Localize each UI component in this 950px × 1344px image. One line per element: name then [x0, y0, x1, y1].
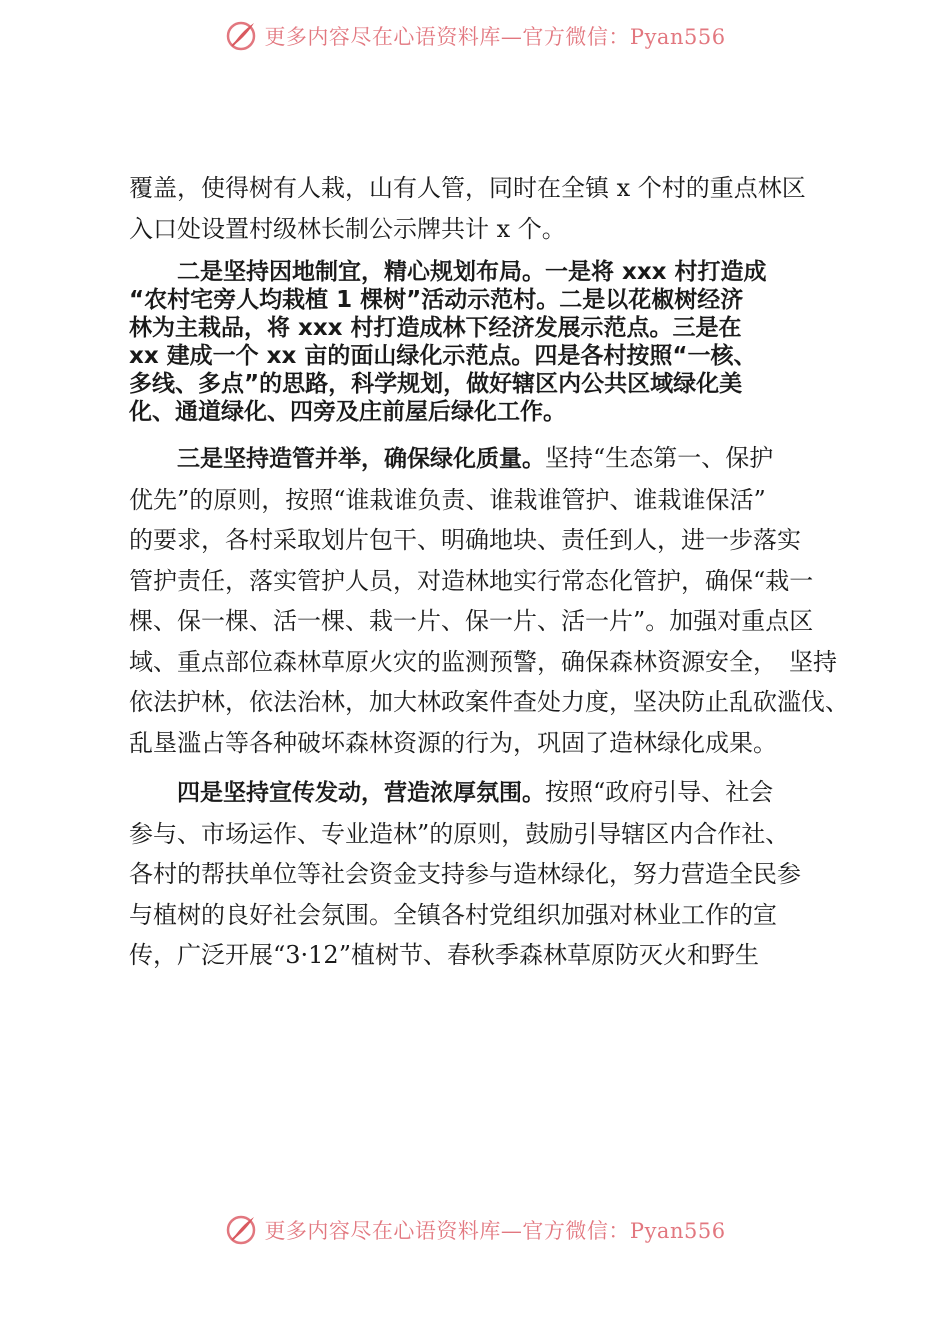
text-line: 乱垦滥占等各种破坏森林资源的行为，巩固了造林绿化成果。: [129, 728, 777, 757]
text-line: [129, 438, 864, 480]
document-body: [129, 168, 864, 985]
quill-logo-icon: [224, 1213, 258, 1247]
text-line: 依法护林，依法治林，加大林政案件查处力度，坚决防止乱砍滥伐、: [129, 688, 849, 716]
text-line: 棵、保一棵、活一棵、栽一片、保一片、活一片”。加强对重点区: [129, 607, 814, 635]
text-line: 覆盖，使得树有人栽，山有人管，同时在全镇 x 个村的重点林区: [129, 174, 806, 202]
text-line: 二是坚持因地制宜，精心规划布局。一是将 xxx 村打造成: [177, 259, 767, 285]
text-line: 化、通道绿化、四旁及庄前屋后绿化工作。: [129, 399, 566, 425]
paragraph-lead: 四是坚持宣传发动，营造浓厚氛围。: [177, 780, 545, 806]
footer-watermark: [0, 1208, 950, 1252]
text-line: 与植树的良好社会氛围。全镇各村党组织加强对林业工作的宣: [129, 900, 777, 929]
text-line: 传，广泛开展“3·12”植树节、春秋季森林草原防灭火和野生: [129, 941, 759, 969]
text-line: 的要求，各村采取划片包干、明确地块、责任到人，进一步落实: [129, 526, 801, 554]
text-line: 域、重点部位森林草原火灾的监测预警，确保森林资源安全， 坚持: [129, 647, 837, 676]
paragraph-4: [129, 772, 864, 976]
text-line: “农村宅旁人均栽植 1 棵树”活动示范村。二是以花椒树经济: [129, 287, 744, 313]
text-run: 坚持“生态第一、保护: [545, 444, 774, 472]
quill-logo-icon: [224, 19, 258, 53]
header-watermark: [0, 14, 950, 58]
paragraph-lead: 三是坚持造管并举，确保绿化质量。: [177, 446, 545, 472]
text-line: 管护责任，落实管护人员，对造林地实行常态化管护，确保“栽一: [129, 566, 814, 595]
paragraph-1: [129, 168, 864, 249]
paragraph-2: [129, 258, 864, 426]
text-line: 各村的帮扶单位等社会资金支持参与造林绿化，努力营造全民参: [129, 860, 801, 888]
text-line: [129, 772, 864, 814]
text-line: xx 建成一个 xx 亩的面山绿化示范点。四是各村按照“一核、: [129, 343, 757, 369]
text-line: 参与、市场运作、专业造林”的原则，鼓励引导辖区内合作社、: [129, 819, 790, 848]
watermark-text: 更多内容尽在心语资料库—官方微信：Pyan556: [264, 1219, 726, 1243]
paragraph-3: [129, 438, 864, 763]
text-line: 多线、多点”的思路，科学规划，做好辖区内公共区域绿化美: [129, 371, 743, 397]
text-line: 入口处设置村级林长制公示牌共计 x 个。: [129, 214, 566, 243]
text-run: 按照“政府引导、社会: [545, 778, 774, 806]
text-line: 优先”的原则，按照“谁栽谁负责、谁栽谁管护、谁栽谁保活”: [129, 485, 766, 514]
text-line: 林为主栽品，将 xxx 村打造成林下经济发展示范点。三是在: [129, 315, 742, 341]
watermark-text: 更多内容尽在心语资料库—官方微信：Pyan556: [264, 25, 726, 49]
